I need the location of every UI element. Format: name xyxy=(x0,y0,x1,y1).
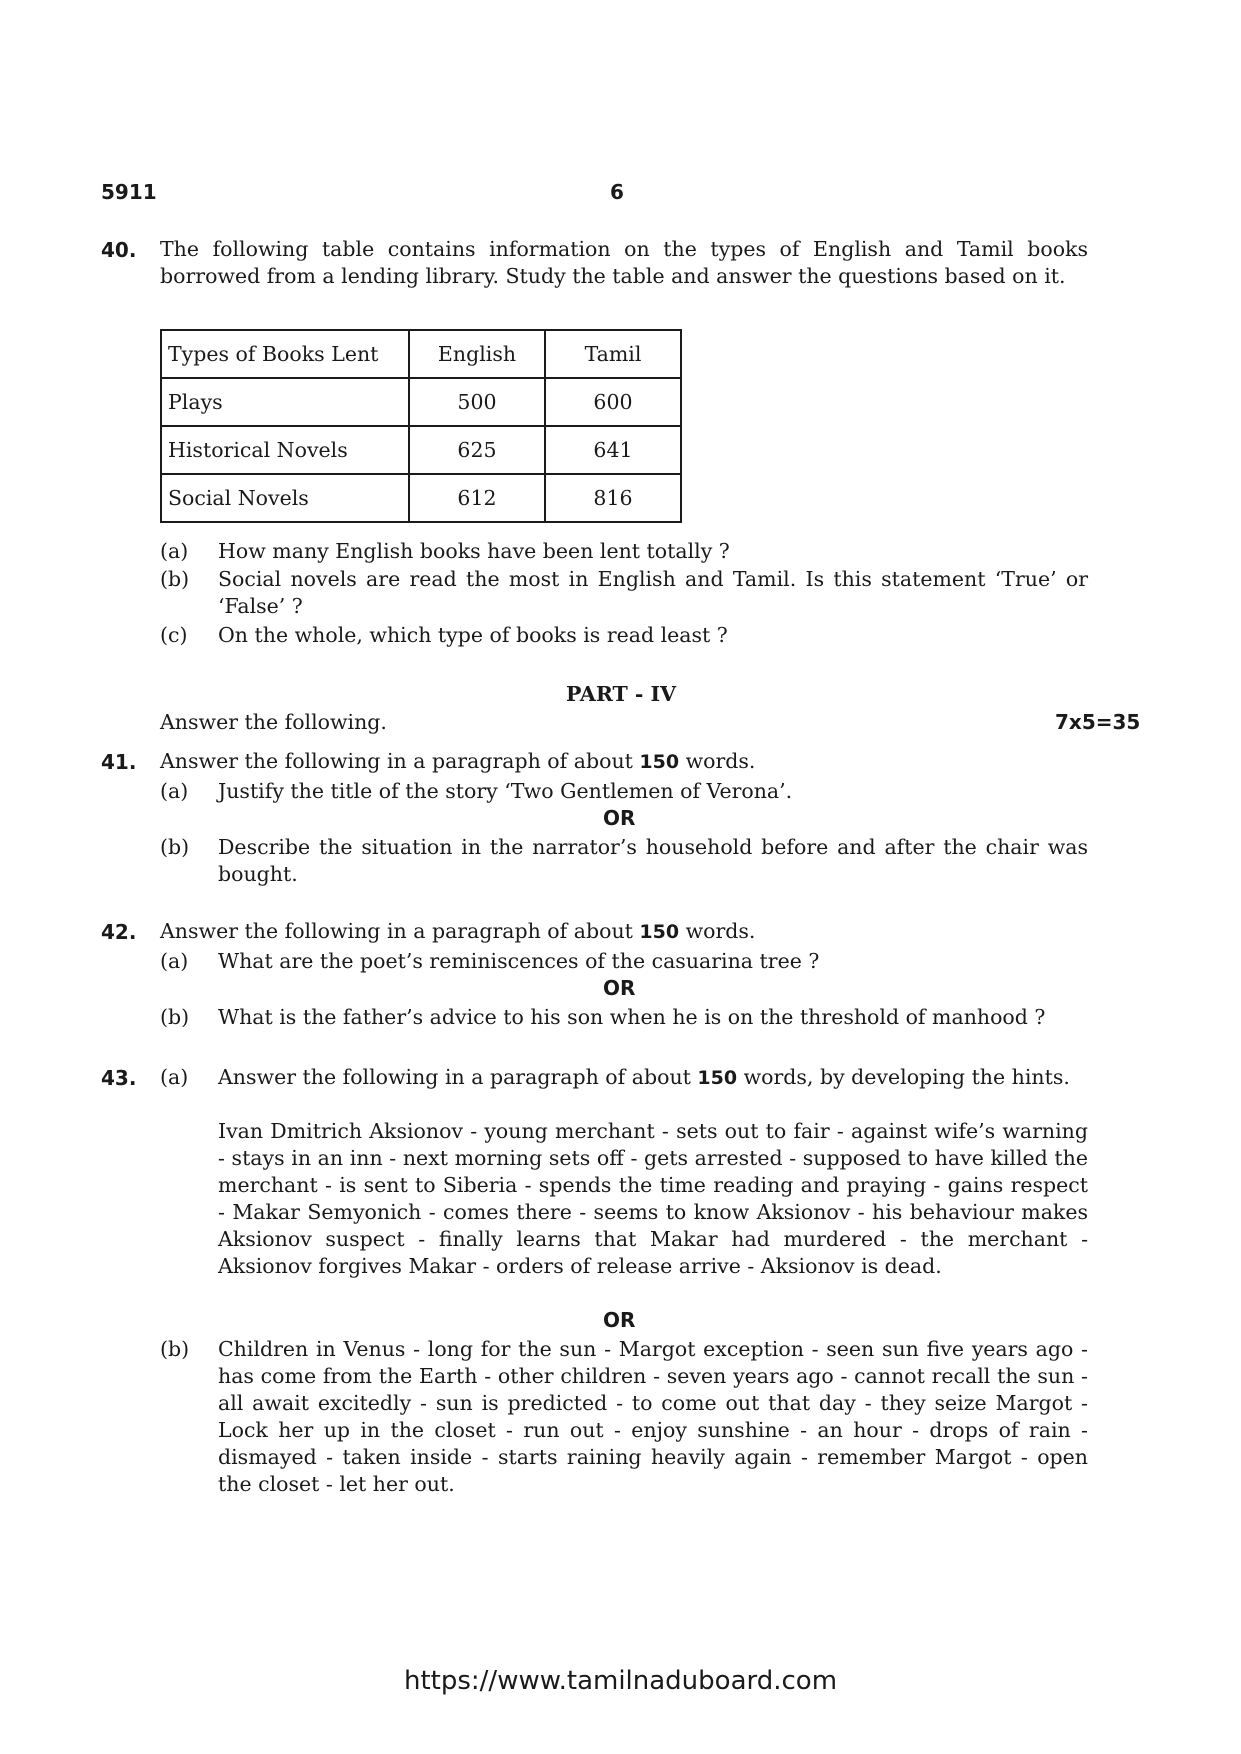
question-41-stem xyxy=(160,748,1088,776)
part-title: PART - IV xyxy=(566,682,677,706)
table-cell: 612 xyxy=(409,474,545,522)
word-count: 150 xyxy=(639,751,680,773)
q41-a-text: Justify the title of the story ‘Two Gentlemen of Verona’. xyxy=(218,779,793,803)
table-cell: Social Novels xyxy=(161,474,409,522)
stem-text: Answer the following in a paragraph of about xyxy=(160,919,640,943)
q43-a-hints: Ivan Dmitrich Aksionov - young merchant - sets out to fair - against wife’s warning - stays in an inn - next morning sets off - gets arrested - supposed to have killed the merchant - is sent to Siberia - spends the time reading and praying - gains respect - Makar Semyonich - comes there - seems to know Aksionov - his behaviour makes Aksionov suspect - finally learns that Makar had murdered - the merchant - Aksionov forgives Makar - orders of release arrive - Aksionov is dead. xyxy=(218,1119,1088,1278)
library-table xyxy=(160,329,682,523)
q42-or: OR xyxy=(603,976,636,1000)
table-row xyxy=(161,426,681,474)
q40-a-text: How many English books have been lent totally ? xyxy=(218,539,730,563)
stem-text: Answer the following in a paragraph of about xyxy=(160,749,640,773)
q41-b-label: (b) xyxy=(160,835,190,859)
table-row xyxy=(161,474,681,522)
q43-b-text: Children in Venus - long for the sun - Margot exception - seen sun five years ago - has come from the Earth - other children - seven years ago - cannot recall the sun - all await excitedly - sun is predicted - to come out that day - they seize Margot - Lock her up in the closet - run out - enjoy sunshine - an hour - drops of rain - dismayed - taken inside - starts raining heavily again - remember Margot - open the closet - let her out. xyxy=(218,1337,1088,1496)
question-43-number: 43. xyxy=(101,1066,137,1090)
q41-a-label: (a) xyxy=(160,779,189,803)
stem-text: Answer the following in a paragraph of about xyxy=(218,1065,698,1089)
table-cell: Historical Novels xyxy=(161,426,409,474)
part-instruction: Answer the following. xyxy=(160,710,387,734)
q41-or: OR xyxy=(603,806,636,830)
stem-text: words. xyxy=(679,749,756,773)
table-cell: 500 xyxy=(409,378,545,426)
q43-or: OR xyxy=(603,1308,636,1332)
table-cell: 641 xyxy=(545,426,681,474)
q42-a-text: What are the poet’s reminiscences of the casuarina tree ? xyxy=(218,949,820,973)
table-header-cell: English xyxy=(409,330,545,378)
question-40-number: 40. xyxy=(101,238,137,262)
table-cell: 625 xyxy=(409,426,545,474)
q40-c-text: On the whole, which type of books is read least ? xyxy=(218,623,728,647)
q43-a-stem xyxy=(218,1064,1088,1092)
footer-url[interactable]: https://www.tamilnaduboard.com xyxy=(404,1666,838,1696)
table-header-cell: Tamil xyxy=(545,330,681,378)
q40-b-text: Social novels are read the most in English and Tamil. Is this statement ‘True’ or ‘False’ ? xyxy=(218,567,1088,618)
stem-text: words, by developing the hints. xyxy=(737,1065,1070,1089)
table-header-cell: Types of Books Lent xyxy=(161,330,409,378)
q40-a-label: (a) xyxy=(160,539,189,563)
table-cell: 816 xyxy=(545,474,681,522)
word-count: 150 xyxy=(697,1067,738,1089)
question-42-stem xyxy=(160,918,1088,946)
page-number: 6 xyxy=(610,180,624,204)
q43-a-label: (a) xyxy=(160,1065,189,1089)
word-count: 150 xyxy=(639,921,680,943)
table-row xyxy=(161,378,681,426)
q40-c-label: (c) xyxy=(160,623,188,647)
q42-a-label: (a) xyxy=(160,949,189,973)
question-40-intro: The following table contains information on the types of English and Tamil books borrowed from a lending library. Study the table and answer the questions based on it. xyxy=(160,237,1088,288)
q40-b-label: (b) xyxy=(160,567,190,591)
q42-b-label: (b) xyxy=(160,1005,190,1029)
question-42-number: 42. xyxy=(101,920,137,944)
table-header-row xyxy=(161,330,681,378)
q41-b-text: Describe the situation in the narrator’s household before and after the chair was bought. xyxy=(218,835,1088,886)
paper-code: 5911 xyxy=(101,180,157,204)
stem-text: words. xyxy=(679,919,756,943)
q42-b-text: What is the father’s advice to his son when he is on the threshold of manhood ? xyxy=(218,1005,1046,1029)
question-41-number: 41. xyxy=(101,750,137,774)
table-cell: Plays xyxy=(161,378,409,426)
table-cell: 600 xyxy=(545,378,681,426)
part-marks: 7x5=35 xyxy=(1055,710,1141,734)
q43-b-label: (b) xyxy=(160,1337,190,1361)
